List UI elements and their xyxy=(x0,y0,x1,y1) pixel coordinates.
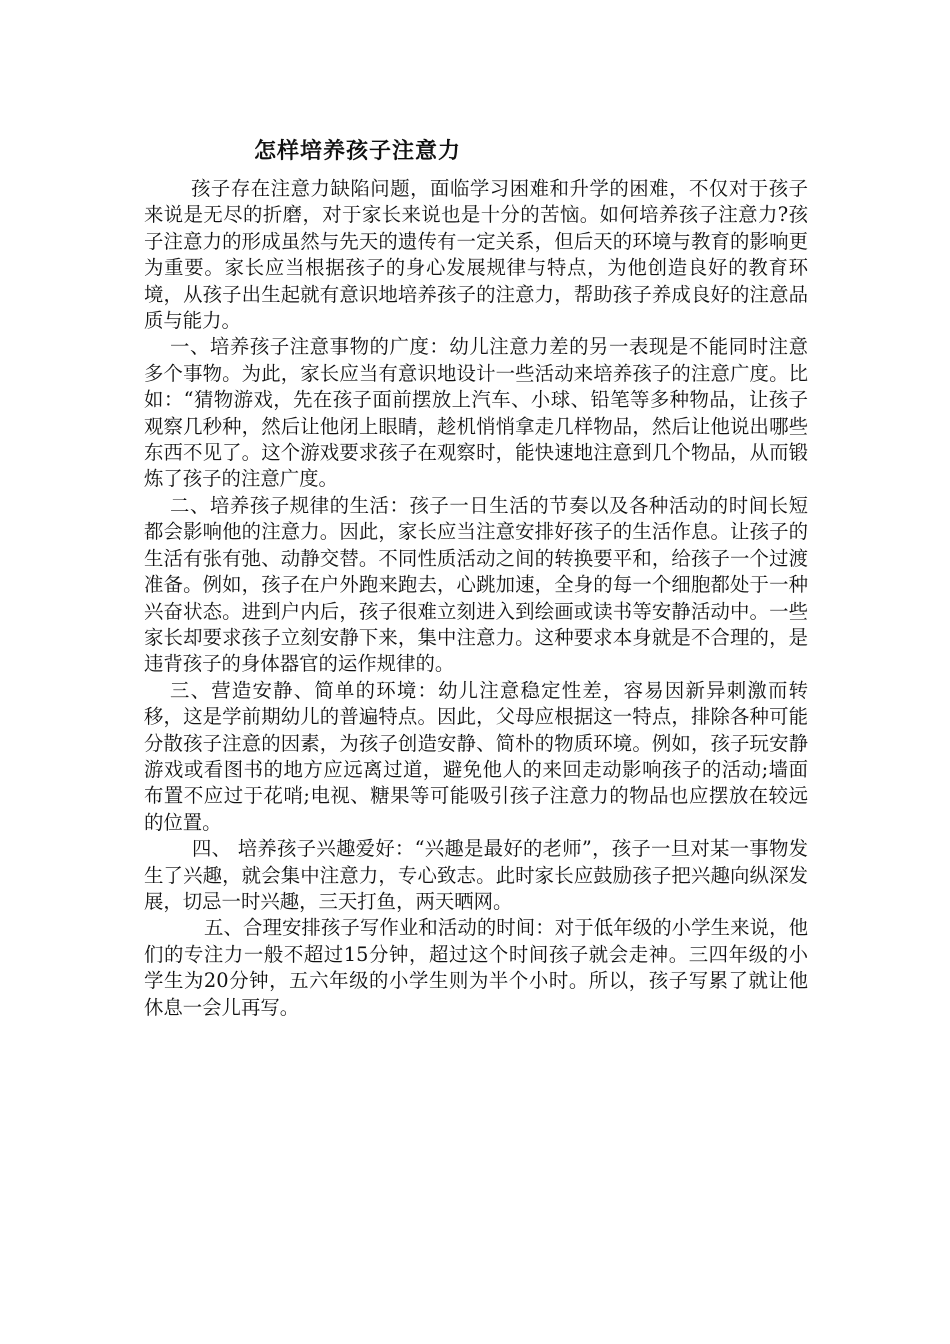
document-body xyxy=(144,176,808,1021)
section-1-paragraph: 一、培养孩子注意事物的广度：幼儿注意力差的另一表现是不能同时注意多个事物。为此，家长应当有意识地设计一些活动来培养孩子的注意广度。比如：“猜物游戏，先在孩子面前摆放上汽车、小球、铅笔等多种物品，让孩子观察几秒种，然后让他闭上眼睛，趁机悄悄拿走几样物品，然后让他说出哪些东西不见了。这个游戏要求孩子在观察时，能快速地注意到几个物品，从而锻炼了孩子的注意广度。 xyxy=(144,335,808,491)
section-3-paragraph: 三、营造安静、简单的环境：幼儿注意稳定性差，容易因新异刺激而转移，这是学前期幼儿的普遍特点。因此，父母应根据这一特点，排除各种可能分散孩子注意的因素，为孩子创造安静、简朴的物质环境。例如，孩子玩安静游戏或看图书的地方应远离过道，避免他人的来回走动影响孩子的活动;墙面布置不应过于花哨;电视、糖果等可能吸引孩子注意力的物品也应摆放在较远的位置。 xyxy=(144,678,808,834)
section-4-paragraph: 四、 培养孩子兴趣爱好：“兴趣是最好的老师”，孩子一旦对某一事物发生了兴趣，就会集中注意力，专心致志。此时家长应鼓励孩子把兴趣向纵深发展，切忌一时兴趣，三天打鱼，两天晒网。 xyxy=(144,837,808,913)
document-title: 怎样培养孩子注意力 xyxy=(254,138,462,164)
intro-paragraph: 孩子存在注意力缺陷问题，面临学习困难和升学的困难，不仅对于孩子来说是无尽的折磨，对于家长来说也是十分的苦恼。如何培养孩子注意力?孩子注意力的形成虽然与先天的遗传有一定关系，但后天的环境与教育的影响更为重要。家长应当根据孩子的身心发展规律与特点，为他创造良好的教育环境，从孩子出生起就有意识地培养孩子的注意力，帮助孩子养成良好的注意品质与能力。 xyxy=(144,177,808,333)
section-5-paragraph: 五、合理安排孩子写作业和活动的时间：对于低年级的小学生来说，他们的专注力一般不超过15分钟，超过这个时间孩子就会走神。三四年级的小学生为20分钟，五六年级的小学生则为半个小时。所以，孩子写累了就让他休息一会儿再写。 xyxy=(144,916,808,1019)
section-2-paragraph: 二、培养孩子规律的生活：孩子一日生活的节奏以及各种活动的时间长短都会影响他的注意力。因此，家长应当注意安排好孩子的生活作息。让孩子的生活有张有弛、动静交替。不同性质活动之间的转换要平和，给孩子一个过渡准备。例如，孩子在户外跑来跑去，心跳加速，全身的每一个细胞都处于一种兴奋状态。进到户内后，孩子很难立刻进入到绘画或读书等安静活动中。一些家长却要求孩子立刻安静下来，集中注意力。这种要求本身就是不合理的，是违背孩子的身体器官的运作规律的。 xyxy=(144,493,808,676)
